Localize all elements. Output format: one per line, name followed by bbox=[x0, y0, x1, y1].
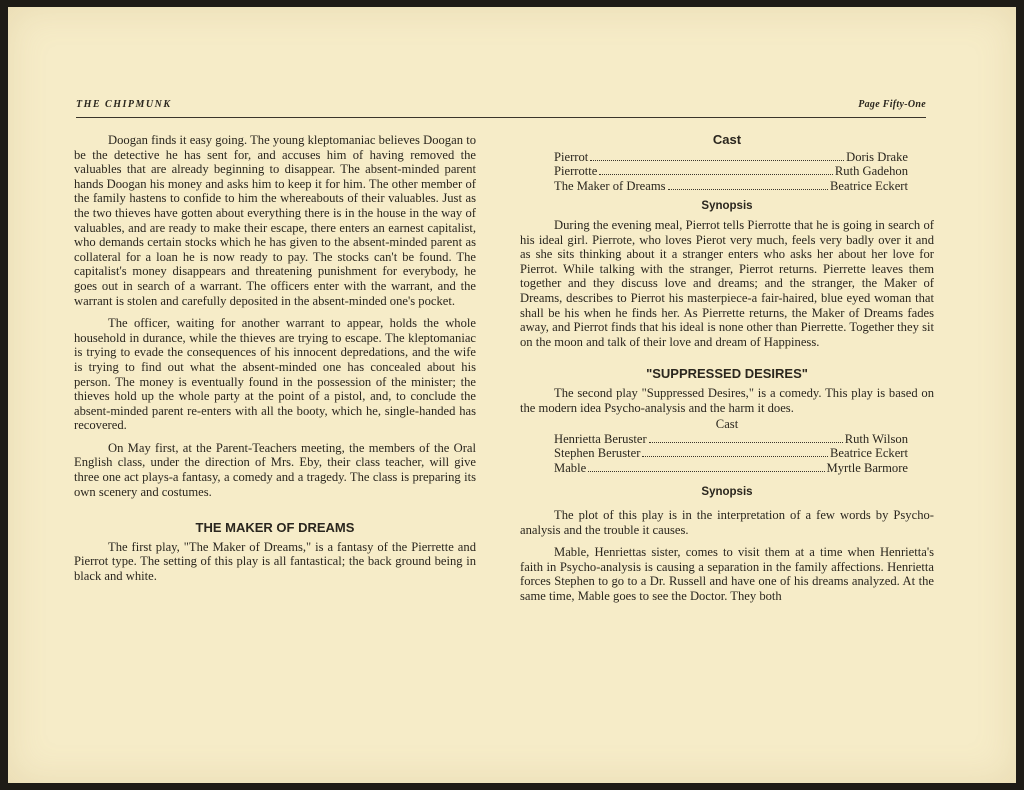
play-heading-suppressed-desires: "SUPPRESSED DESIRES" bbox=[646, 366, 808, 382]
magazine-page bbox=[8, 7, 1016, 783]
cast-row bbox=[554, 164, 908, 179]
paragraph: On May first, at the Parent-Teachers meeting, the members of the Oral English class, under the direction of Mrs. Eby, their class teacher, will give three one act plays-a fantasy, a comedy and a tragedy. The class is preparing its own scenery and costumes. bbox=[74, 440, 476, 499]
cast-role: Henrietta Beruster bbox=[554, 431, 647, 446]
cast-role: The Maker of Dreams bbox=[554, 178, 666, 193]
paragraph: The first play, "The Maker of Dreams," is a fantasy of the Pierrette and Pierrot type. The setting of this play is all fantastical; the back ground being in black and white. bbox=[74, 539, 476, 584]
cast-role: Pierrotte bbox=[554, 164, 598, 179]
magazine-title: THE CHIPMUNK bbox=[76, 99, 172, 110]
cast-actor: Myrtle Barmore bbox=[826, 460, 908, 475]
cast-row bbox=[554, 432, 908, 447]
paragraph: The officer, waiting for another warrant to appear, holds the whole household in durance, while the thieves are trying to escape. The kleptomaniac is trying to evade the consequences of his innocent depredations, and the wife is trying to find out what the absent-minded one has concealed about his person. The money is eventually found in the possession of the minister; the thieves hold up the whole party at the point of a pistol, and, to conclude the absent-minded parent re-enters with all the booty, which he, single-handed has recovered. bbox=[74, 316, 476, 433]
synopsis-heading: Synopsis bbox=[701, 200, 753, 213]
cast-role: Stephen Beruster bbox=[554, 446, 641, 461]
left-column bbox=[74, 133, 476, 592]
right-column bbox=[520, 133, 934, 612]
cast-actor: Ruth Gadehon bbox=[834, 164, 908, 179]
dot-leader bbox=[590, 160, 844, 161]
paragraph: The second play "Suppressed Desires," is a comedy. This play is based on the modern idea Psycho-analysis and the harm it does. bbox=[520, 385, 934, 415]
dot-leader bbox=[642, 456, 828, 457]
synopsis-paragraph: During the evening meal, Pierrot tells Pierrotte that he is going in search of his ideal girl. Pierrote, who loves Pierot very much, feels very badly over it and as she sits thinking about it a stranger enters who asks her about her love for Pierrot. While talking with the stranger, Pierrot returns. Pierrette leaves them together and they discuss love and dreams; and the stranger, the Maker of Dreams, describes to Pierrot his masterpiece-a fair-haired, blue eyed woman that shall be his when he finds her. As Pierrette returns, the Maker of Dreams fades away, and Pierrot finds that his ideal is none other than Pierrette. Together they sit on the moon and talk of their love and dream of Happiness. bbox=[520, 217, 934, 349]
page-number: Page Fifty-One bbox=[858, 99, 926, 110]
cast-heading: Cast bbox=[712, 132, 742, 147]
dot-leader bbox=[668, 189, 828, 190]
cast-list-maker-of-dreams bbox=[554, 150, 908, 194]
dot-leader bbox=[599, 174, 833, 175]
dot-leader bbox=[649, 442, 843, 443]
page-header bbox=[76, 99, 926, 118]
play-heading-maker-of-dreams: THE MAKER OF DREAMS bbox=[195, 520, 355, 536]
dot-leader bbox=[588, 471, 824, 472]
cast-role: Pierrot bbox=[554, 149, 589, 164]
synopsis-paragraph: Mable, Henriettas sister, comes to visit them at a time when Henrietta's faith in Psycho-analysis is causing a separation in the family affections. Henrietta forces Stephen to go to a Dr. Russell and have one of his dreams analyzed. At the same time, Mable goes to see the Doctor. They both bbox=[520, 545, 934, 604]
cast-role: Mable bbox=[554, 460, 587, 475]
cast-actor: Doris Drake bbox=[846, 149, 908, 164]
cast-actor: Beatrice Eckert bbox=[830, 446, 908, 461]
synopsis-paragraph: The plot of this play is in the interpretation of a few words by Psycho-analysis and the trouble it causes. bbox=[520, 508, 934, 537]
cast-label: Cast bbox=[715, 417, 739, 432]
cast-actor: Beatrice Eckert bbox=[830, 178, 908, 193]
cast-actor: Ruth Wilson bbox=[844, 431, 908, 446]
cast-row bbox=[554, 150, 908, 165]
cast-row bbox=[554, 461, 908, 476]
cast-row bbox=[554, 446, 908, 461]
synopsis-heading: Synopsis bbox=[701, 486, 753, 499]
cast-list-suppressed-desires bbox=[554, 432, 908, 476]
paragraph: Doogan finds it easy going. The young kleptomaniac believes Doogan to be the detective he has sent for, and accuses him of having removed the valuables that are already beginning to disappear. The absent-minded parent hands Doogan his money and asks him to keep it for him. The other member of the family hastens to confide to him the whereabouts of their valuables. Just as the two thieves have gotten about everything there is in the house in the way of valuables, and are ready to make their escape, there enters an earnest capitalist, who demands certain stocks which he has given to the absent-minded parent as collateral for a loan he is now ready to pay. The stocks can't be found. The capitalist's money disappears and threatening punishment for everybody, he goes out in search of a warrant. The officers enter with the warrant, and the warrant is stolen and carefully deposited in the absent-minded one's pocket. bbox=[74, 133, 476, 308]
cast-row bbox=[554, 179, 908, 194]
